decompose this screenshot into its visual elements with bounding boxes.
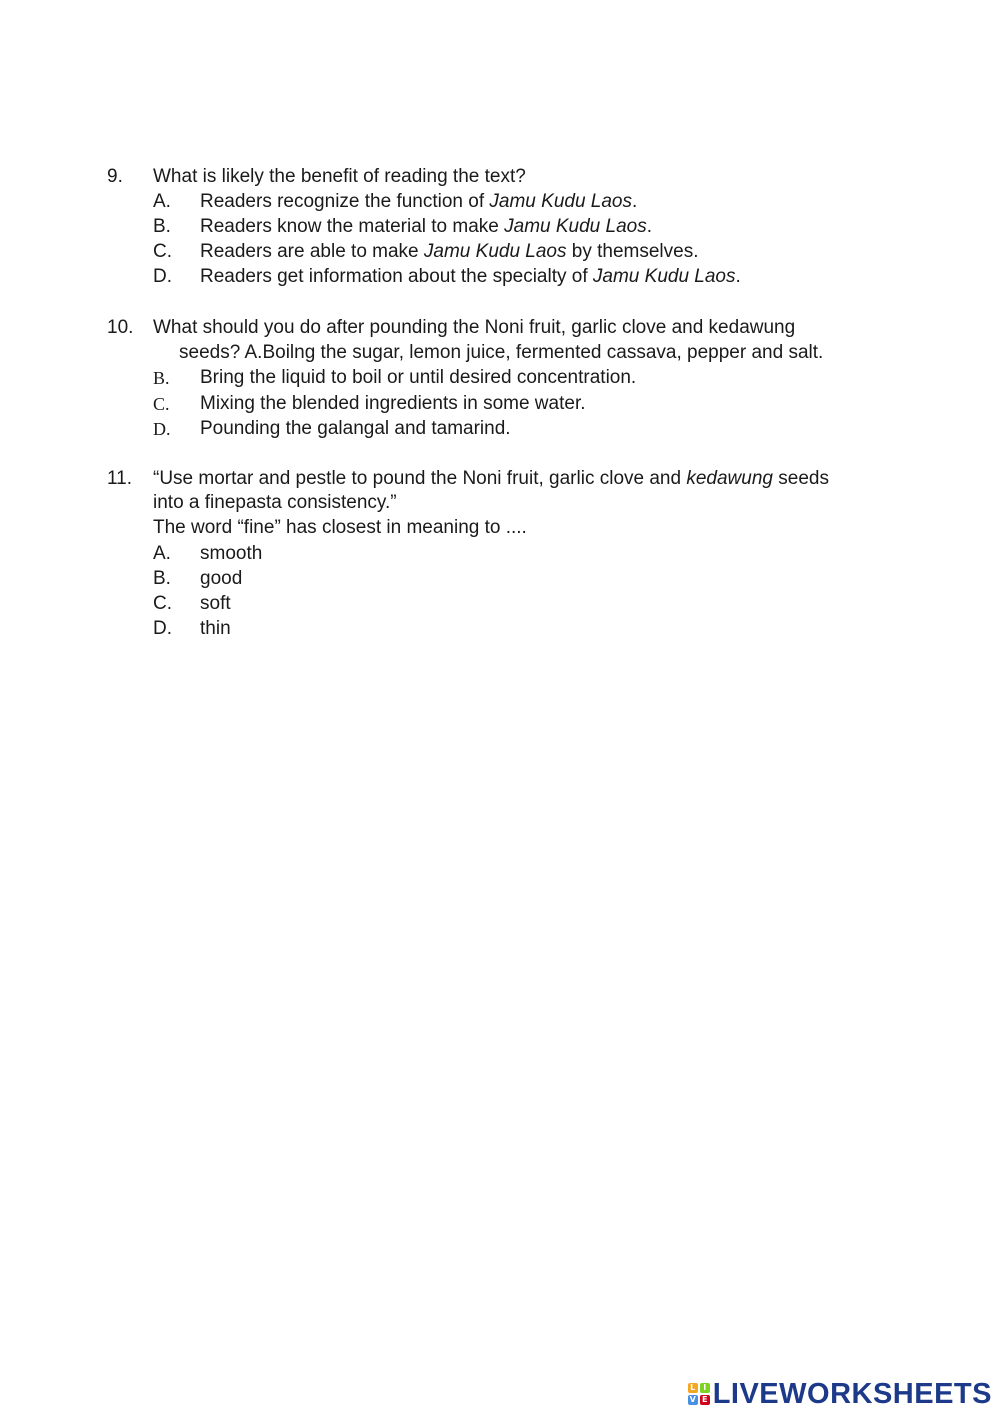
question-11-quote-line1: “Use mortar and pestle to pound the Noni fruit, garlic clove and kedawung seeds — [153, 468, 829, 489]
q9-option-d-letter: D. — [153, 266, 172, 287]
q11-option-b-letter: B. — [153, 568, 171, 589]
q11-option-c-text: soft — [200, 593, 231, 614]
q10-option-b-letter: B. — [153, 368, 170, 388]
q10-option-c-letter: C. — [153, 394, 170, 414]
q9-option-b-text: Readers know the material to make Jamu Kudu Laos. — [200, 216, 653, 237]
q10-option-d-letter: D. — [153, 419, 171, 439]
q9-option-d-text: Readers get information about the specialty of Jamu Kudu Laos. — [200, 266, 741, 287]
question-11-number: 11. — [107, 468, 133, 489]
q11-option-a-letter: A. — [153, 543, 171, 564]
q11-option-d-text: thin — [200, 618, 231, 639]
q10-option-c-text: Mixing the blended ingredients in some water. — [200, 393, 586, 414]
q10-option-d-text: Pounding the galangal and tamarind. — [200, 418, 511, 439]
liveworksheets-logo-icon: L I V E — [688, 1383, 710, 1405]
q9-option-a-letter: A. — [153, 191, 171, 212]
q11-option-c-letter: C. — [153, 593, 172, 614]
question-11-text: The word “fine” has closest in meaning to .... — [153, 517, 527, 538]
question-9-number: 9. — [107, 166, 123, 187]
question-9-text: What is likely the benefit of reading the text? — [153, 166, 526, 187]
question-10-number: 10. — [107, 317, 134, 338]
q9-option-c-text: Readers are able to make Jamu Kudu Laos by themselves. — [200, 241, 699, 262]
q11-option-b-text: good — [200, 568, 243, 589]
q9-option-c-letter: C. — [153, 241, 172, 262]
question-10-text-line2: seeds? A.Boilng the sugar, lemon juice, fermented cassava, pepper and salt. — [179, 342, 824, 363]
q11-option-d-letter: D. — [153, 618, 172, 639]
liveworksheets-logo-text: LIVEWORKSHEETS — [712, 1377, 992, 1410]
q9-option-a-text: Readers recognize the function of Jamu Kudu Laos. — [200, 191, 638, 212]
question-11-quote-line2: into a finepasta consistency.” — [153, 492, 397, 513]
question-10-text-line1: What should you do after pounding the Noni fruit, garlic clove and kedawung — [153, 317, 796, 338]
q9-option-b-letter: B. — [153, 216, 171, 237]
liveworksheets-logo — [688, 1378, 992, 1410]
q10-option-b-text: Bring the liquid to boil or until desired concentration. — [200, 367, 637, 388]
q11-option-a-text: smooth — [200, 543, 263, 564]
